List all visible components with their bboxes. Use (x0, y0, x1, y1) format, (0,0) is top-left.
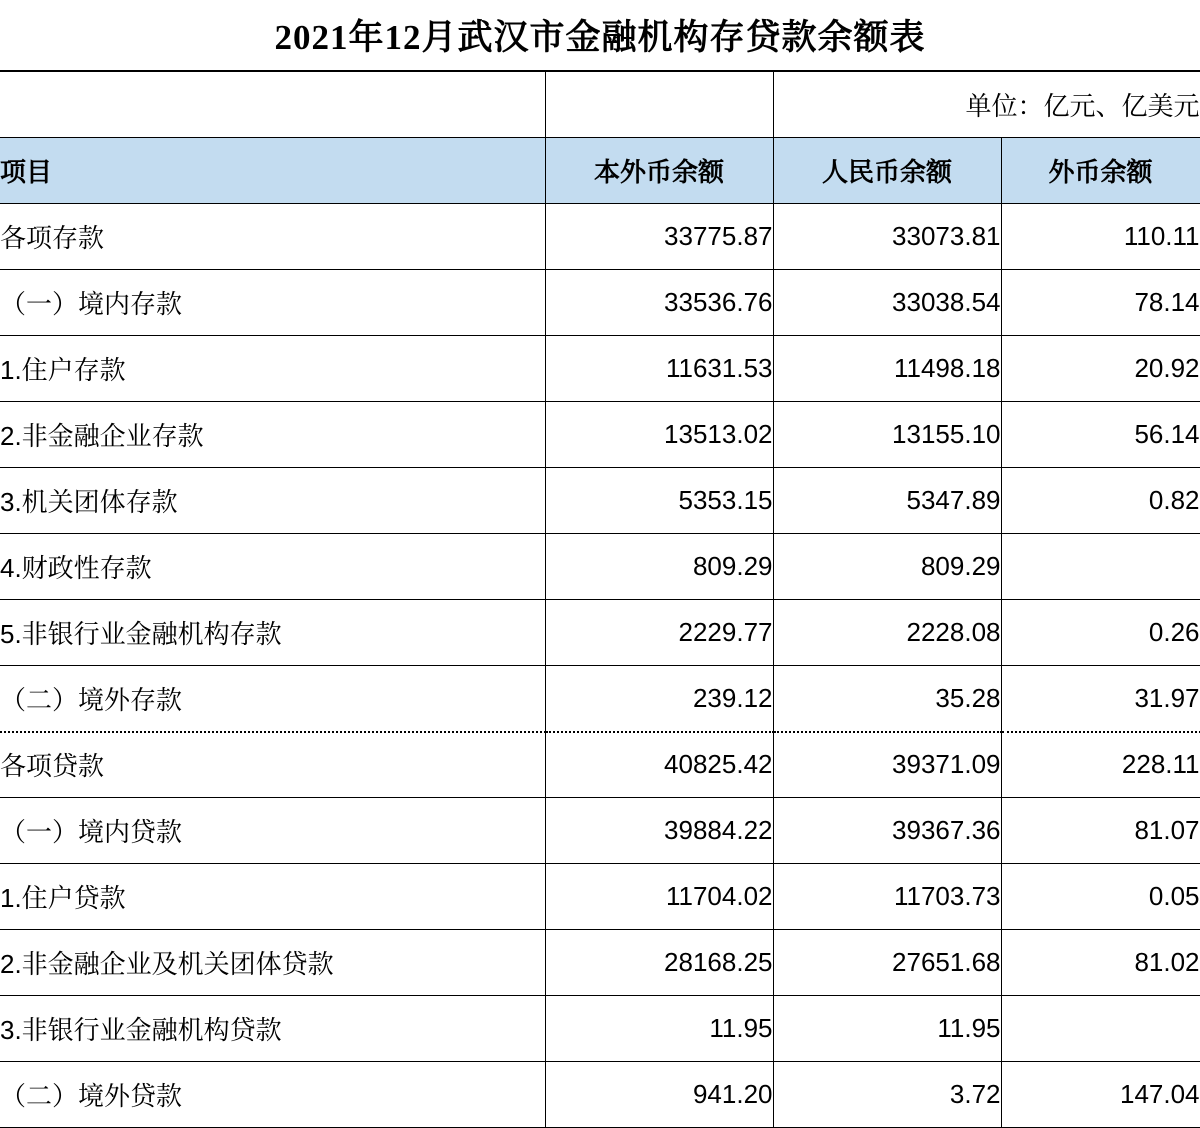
table-row (0, 336, 1200, 402)
row-fx: 31.97 (1001, 666, 1200, 732)
table-row (0, 468, 1200, 534)
title-row (0, 0, 1200, 71)
row-total: 28168.25 (545, 930, 773, 996)
row-rmb: 33038.54 (773, 270, 1001, 336)
row-total: 5353.15 (545, 468, 773, 534)
unit-spacer-item (0, 72, 545, 138)
row-rmb: 13155.10 (773, 402, 1001, 468)
column-header-item: 项目 (0, 138, 545, 204)
unit-label: 单位：亿元、亿美元 (773, 72, 1200, 138)
row-fx: 81.02 (1001, 930, 1200, 996)
row-rmb: 3.72 (773, 1062, 1001, 1128)
row-label: 各项贷款 (0, 732, 545, 798)
row-total: 941.20 (545, 1062, 773, 1128)
row-total: 239.12 (545, 666, 773, 732)
column-header-fx: 外币余额 (1001, 138, 1200, 204)
row-label: （二）境外存款 (0, 666, 545, 732)
row-rmb: 809.29 (773, 534, 1001, 600)
row-fx (1001, 534, 1200, 600)
row-fx: 147.04 (1001, 1062, 1200, 1128)
row-fx: 0.82 (1001, 468, 1200, 534)
row-total: 33775.87 (545, 204, 773, 270)
column-header-rmb: 人民币余额 (773, 138, 1001, 204)
row-label: 5.非银行业金融机构存款 (0, 600, 545, 666)
column-header-total: 本外币余额 (545, 138, 773, 204)
row-label: （一）境内存款 (0, 270, 545, 336)
row-total: 809.29 (545, 534, 773, 600)
row-total: 33536.76 (545, 270, 773, 336)
unit-row (0, 72, 1200, 138)
table-row (0, 534, 1200, 600)
table-row (0, 600, 1200, 666)
table-row (0, 732, 1200, 798)
row-label: 1.住户存款 (0, 336, 545, 402)
row-fx: 110.11 (1001, 204, 1200, 270)
row-total: 2229.77 (545, 600, 773, 666)
table-row (0, 864, 1200, 930)
row-label: 各项存款 (0, 204, 545, 270)
balance-table (0, 71, 1200, 1128)
row-rmb: 11.95 (773, 996, 1001, 1062)
table-row (0, 666, 1200, 732)
table-row (0, 930, 1200, 996)
row-rmb: 27651.68 (773, 930, 1001, 996)
row-total: 13513.02 (545, 402, 773, 468)
row-fx: 0.26 (1001, 600, 1200, 666)
page-title: 2021年12月武汉市金融机构存贷款余额表 (274, 18, 926, 57)
row-fx: 56.14 (1001, 402, 1200, 468)
table-row (0, 402, 1200, 468)
row-total: 11704.02 (545, 864, 773, 930)
table-row (0, 270, 1200, 336)
row-rmb: 5347.89 (773, 468, 1001, 534)
table-row (0, 996, 1200, 1062)
table-row (0, 1062, 1200, 1128)
unit-spacer-total (545, 72, 773, 138)
row-label: （一）境内贷款 (0, 798, 545, 864)
row-label: 3.机关团体存款 (0, 468, 545, 534)
row-label: 2.非金融企业存款 (0, 402, 545, 468)
row-total: 11.95 (545, 996, 773, 1062)
row-fx: 20.92 (1001, 336, 1200, 402)
table-row (0, 204, 1200, 270)
row-label: 3.非银行业金融机构贷款 (0, 996, 545, 1062)
row-rmb: 33073.81 (773, 204, 1001, 270)
row-total: 11631.53 (545, 336, 773, 402)
row-label: 1.住户贷款 (0, 864, 545, 930)
row-total: 40825.42 (545, 732, 773, 798)
row-total: 39884.22 (545, 798, 773, 864)
table-body (0, 72, 1200, 1128)
row-rmb: 39371.09 (773, 732, 1001, 798)
row-rmb: 35.28 (773, 666, 1001, 732)
row-rmb: 11498.18 (773, 336, 1001, 402)
row-fx: 78.14 (1001, 270, 1200, 336)
table-row (0, 798, 1200, 864)
row-rmb: 2228.08 (773, 600, 1001, 666)
row-fx (1001, 996, 1200, 1062)
row-fx: 81.07 (1001, 798, 1200, 864)
row-label: 4.财政性存款 (0, 534, 545, 600)
row-fx: 228.11 (1001, 732, 1200, 798)
table-header-row (0, 138, 1200, 204)
row-rmb: 11703.73 (773, 864, 1001, 930)
row-fx: 0.05 (1001, 864, 1200, 930)
row-rmb: 39367.36 (773, 798, 1001, 864)
row-label: （二）境外贷款 (0, 1062, 545, 1128)
row-label: 2.非金融企业及机关团体贷款 (0, 930, 545, 996)
